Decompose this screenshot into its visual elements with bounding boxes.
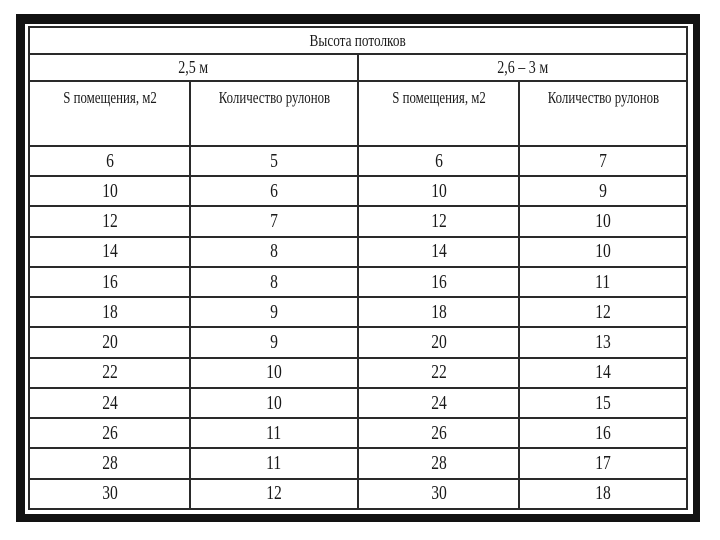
cell-area — [29, 448, 190, 478]
cell-area — [29, 418, 190, 448]
table-row — [29, 388, 687, 418]
table-body — [29, 27, 687, 509]
cell-value: 28 — [101, 452, 118, 475]
cell-value: 13 — [595, 331, 611, 354]
group-header-2-5m — [29, 54, 358, 81]
cell-rolls — [519, 206, 687, 236]
cell-value: 22 — [430, 361, 447, 384]
cell-rolls — [190, 418, 358, 448]
cell-value: 12 — [266, 482, 282, 505]
table-row — [29, 327, 687, 357]
title-row — [29, 27, 687, 54]
cell-value: 14 — [430, 240, 447, 263]
cell-area — [358, 418, 519, 448]
table-row — [29, 358, 687, 388]
cell-value: 30 — [101, 482, 118, 505]
cell-area — [358, 176, 519, 206]
cell-rolls — [190, 206, 358, 236]
cell-value: 10 — [266, 361, 282, 384]
cell-area — [29, 176, 190, 206]
cell-value: 18 — [595, 482, 611, 505]
cell-area — [29, 206, 190, 236]
cell-rolls — [190, 448, 358, 478]
cell-value: 16 — [595, 421, 611, 444]
cell-value: 22 — [101, 361, 118, 384]
cell-rolls — [190, 388, 358, 418]
cell-rolls — [519, 146, 687, 176]
cell-area — [358, 146, 519, 176]
table-row — [29, 146, 687, 176]
cell-area — [29, 237, 190, 267]
column-header-area — [358, 81, 519, 146]
cell-area — [29, 479, 190, 509]
cell-value: 5 — [270, 149, 278, 172]
cell-rolls — [519, 267, 687, 297]
cell-rolls — [190, 327, 358, 357]
cell-value: 18 — [430, 300, 447, 323]
cell-value: 15 — [595, 391, 611, 414]
cell-rolls — [519, 479, 687, 509]
cell-rolls — [519, 388, 687, 418]
cell-area — [29, 327, 190, 357]
cell-area — [358, 479, 519, 509]
cell-rolls — [190, 479, 358, 509]
table-row — [29, 237, 687, 267]
cell-value: 16 — [101, 270, 118, 293]
column-header-area — [29, 81, 190, 146]
cell-value: 20 — [430, 331, 447, 354]
cell-area — [358, 297, 519, 327]
cell-value: 20 — [101, 331, 118, 354]
table-row — [29, 206, 687, 236]
cell-value: 6 — [434, 149, 443, 172]
cell-value: 12 — [101, 210, 118, 233]
cell-value: 28 — [430, 452, 447, 475]
cell-value: 7 — [270, 210, 278, 233]
ceiling-height-table — [28, 26, 688, 510]
cell-rolls — [519, 237, 687, 267]
cell-rolls — [190, 267, 358, 297]
table-row — [29, 297, 687, 327]
cell-rolls — [519, 176, 687, 206]
column-header-text: Количество рулонов — [218, 88, 330, 108]
table-row — [29, 176, 687, 206]
cell-value: 8 — [270, 270, 278, 293]
group-row — [29, 54, 687, 81]
column-header-rolls — [519, 81, 687, 146]
cell-value: 10 — [101, 179, 118, 202]
cell-area — [358, 358, 519, 388]
cell-value: 24 — [430, 391, 447, 414]
cell-area — [358, 206, 519, 236]
cell-value: 26 — [430, 421, 447, 444]
cell-rolls — [519, 358, 687, 388]
cell-value: 11 — [595, 270, 611, 293]
group-header-2-6-3m — [358, 54, 687, 81]
cell-value: 17 — [595, 452, 611, 475]
cell-rolls — [190, 237, 358, 267]
cell-area — [29, 358, 190, 388]
column-header-row — [29, 81, 687, 146]
cell-value: 8 — [270, 240, 278, 263]
table-row — [29, 418, 687, 448]
cell-area — [29, 267, 190, 297]
cell-value: 12 — [595, 300, 611, 323]
cell-area — [29, 146, 190, 176]
cell-value: 14 — [595, 361, 611, 384]
column-header-text: Количество рулонов — [547, 88, 659, 108]
cell-value: 11 — [266, 452, 282, 475]
cell-value: 18 — [101, 300, 118, 323]
column-header-text: S помещения, м2 — [391, 88, 486, 108]
cell-rolls — [190, 146, 358, 176]
image-frame — [16, 14, 700, 522]
cell-value: 11 — [266, 421, 282, 444]
cell-value: 9 — [270, 300, 278, 323]
group-header-text: 2,5 м — [178, 57, 209, 78]
cell-value: 10 — [595, 210, 611, 233]
cell-rolls — [519, 327, 687, 357]
cell-area — [29, 297, 190, 327]
cell-rolls — [519, 448, 687, 478]
cell-value: 7 — [599, 149, 607, 172]
column-header-rolls — [190, 81, 358, 146]
cell-area — [358, 237, 519, 267]
cell-rolls — [519, 418, 687, 448]
cell-value: 10 — [430, 179, 447, 202]
cell-area — [358, 267, 519, 297]
table-sheet — [25, 24, 693, 514]
cell-value: 9 — [270, 331, 278, 354]
group-header-text: 2,6 – 3 м — [496, 57, 548, 78]
cell-rolls — [190, 176, 358, 206]
table-title — [29, 27, 687, 54]
cell-area — [358, 327, 519, 357]
cell-value: 14 — [101, 240, 118, 263]
cell-value: 24 — [101, 391, 118, 414]
cell-value: 26 — [101, 421, 118, 444]
cell-rolls — [190, 297, 358, 327]
cell-value: 6 — [105, 149, 114, 172]
cell-rolls — [190, 358, 358, 388]
table-row — [29, 479, 687, 509]
cell-area — [358, 388, 519, 418]
table-row — [29, 267, 687, 297]
cell-area — [29, 388, 190, 418]
cell-value: 6 — [270, 179, 278, 202]
cell-rolls — [519, 297, 687, 327]
cell-value: 12 — [430, 210, 447, 233]
cell-value: 16 — [430, 270, 447, 293]
table-title-text: Высота потолков — [309, 30, 407, 50]
cell-value: 9 — [599, 179, 607, 202]
cell-area — [358, 448, 519, 478]
cell-value: 10 — [595, 240, 611, 263]
cell-value: 30 — [430, 482, 447, 505]
column-header-text: S помещения, м2 — [62, 88, 157, 108]
cell-value: 10 — [266, 391, 282, 414]
table-row — [29, 448, 687, 478]
